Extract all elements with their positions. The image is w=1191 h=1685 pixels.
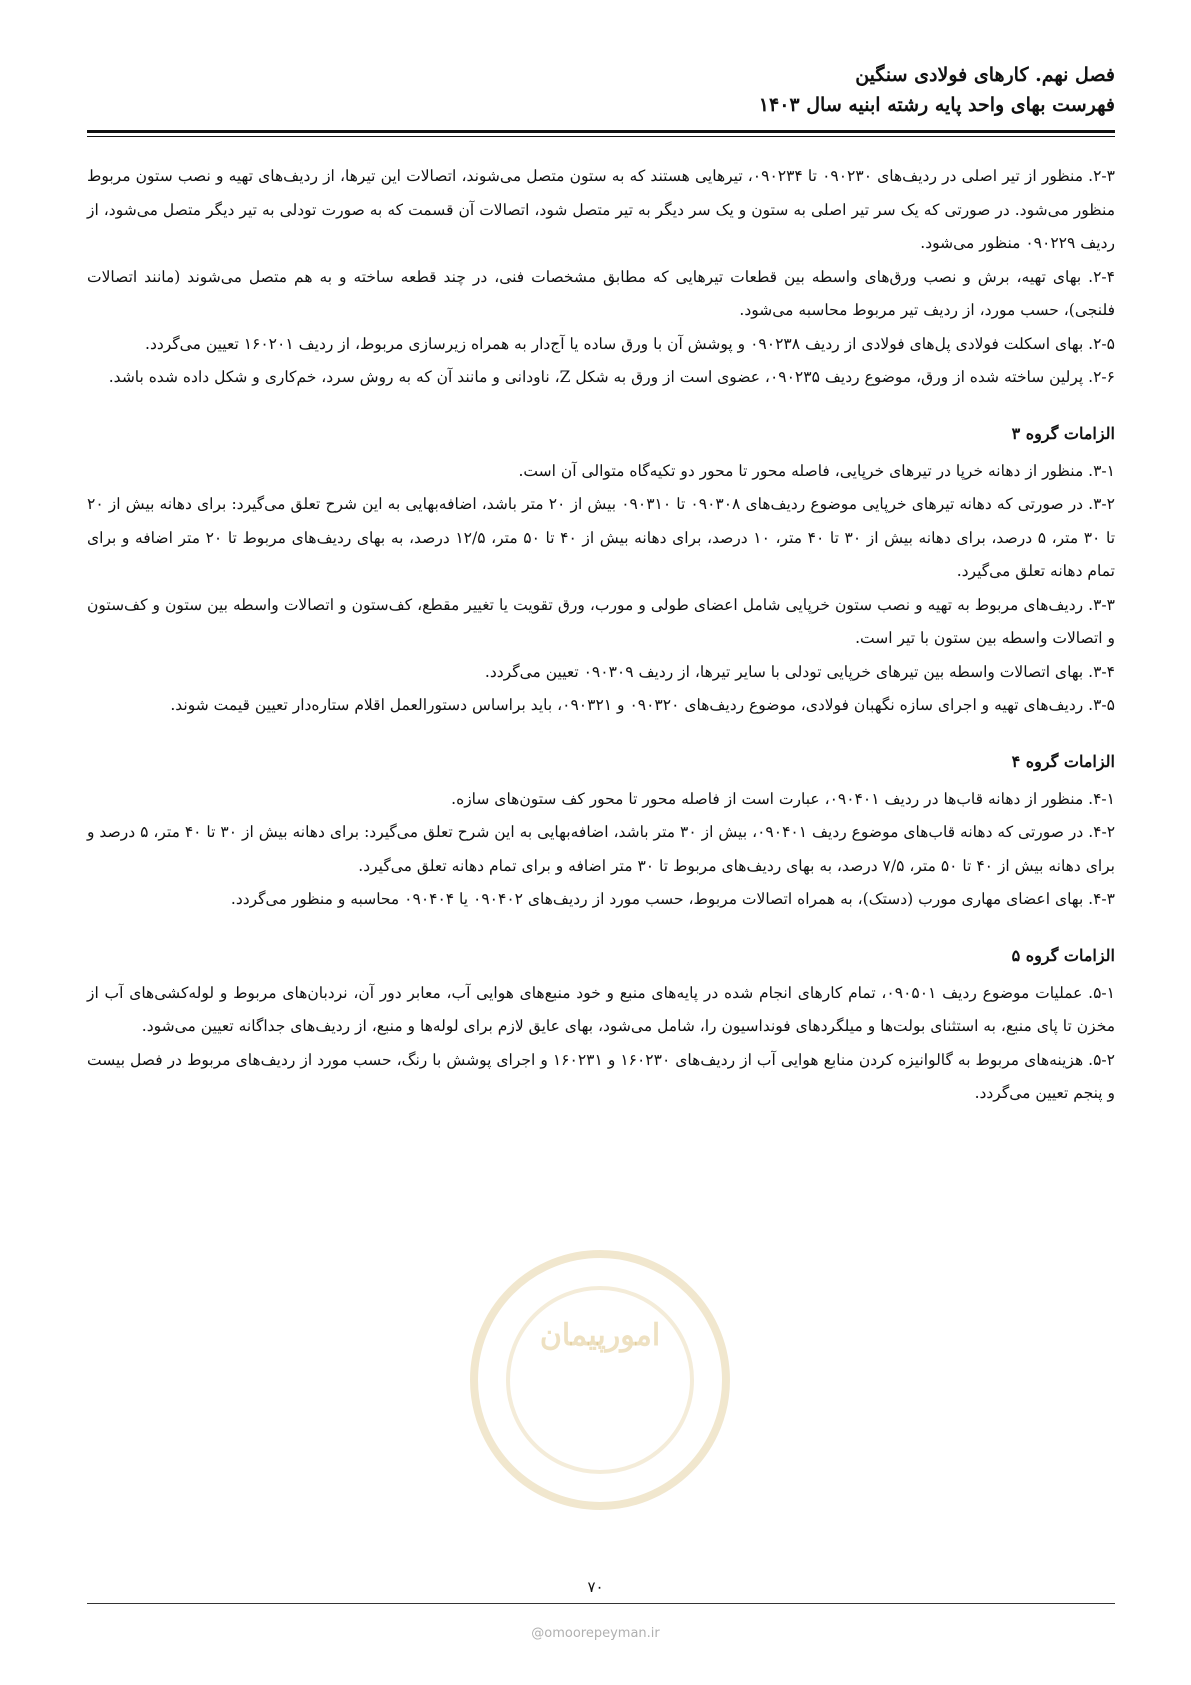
paragraph-2-5: ۲-۵. بهای اسکلت فولادی پل‌های فولادی از ردیف ۰۹۰۲۳۸ و پوشش آن با ورق ساده یا آج‌دار به همراه زیرسازی مربوط، از ردیف ۱۶۰۲۰۱ تعیین می‌گردد. (145, 334, 1115, 353)
footer-rule (87, 1603, 1115, 1604)
site-watermark: @omoorepeyman.ir (531, 1626, 660, 1641)
paragraph-3-2: ۳-۲. در صورتی که دهانه تیرهای خرپایی موضوع ردیف‌های ۰۹۰۳۰۸ تا ۰۹۰۳۱۰ بیش از ۲۰ متر باشد، اضافه‌بهایی به این شرح تعلق می‌گیرد: برای دهانه بیش از ۲۰ تا ۳۰ متر، ۵ درصد، برای دهانه بیش از ۳۰ تا ۴۰ متر، ۱۰ درصد، برای دهانه بیش از ۴۰ تا ۵۰ متر، ۱۲/۵ درصد، به بهای ردیف‌های مربوط تا ۲۰ متر اضافه و برای تمام دهانه تعلق می‌گیرد. (87, 495, 1116, 580)
paragraph-3-5: ۳-۵. ردیف‌های تهیه و اجرای سازه نگهبان فولادی، موضوع ردیف‌های ۰۹۰۳۲۰ و ۰۹۰۳۲۱، باید براساس دستورالعمل اقلام ستاره‌دار تعیین قیمت شوند. (170, 696, 1115, 714)
paragraph-4-3: ۴-۳. بهای اعضای مهاری مورب (دستک)، به همراه اتصالات مربوط، حسب مورد از ردیف‌های ۰۹۰۴۰۲ یا ۰۹۰۴۰۴ محاسبه و منظور می‌گردد. (230, 890, 1115, 908)
paragraph-5-1: ۵-۱. عملیات موضوع ردیف ۰۹۰۵۰۱، تمام کارهای انجام شده در پایه‌های منبع و خود منبع‌های هوایی آب، معابر دور آن، نردبان‌های مربوط و لوله‌کشی‌های آب از مخزن تا پای منبع، به استثنای بولت‌ها و میلگردهای فونداسیون را، شامل می‌شود، بهای عایق لازم برای لوله‌ها و منبع، از ردیف‌های جداگانه تعیین می‌شود. (87, 983, 1115, 1035)
page-number: ۷۰ (587, 1578, 604, 1596)
heading-group-3: الزامات گروه ۳ (1011, 423, 1115, 443)
paragraph-5-2: ۵-۲. هزینه‌های مربوط به گالوانیزه کردن منابع هوایی آب از ردیف‌های ۱۶۰۲۳۰ و ۱۶۰۲۳۱ و اجرای پوشش با رنگ، حسب مورد از ردیف‌های مربوط در فصل بیست و پنجم تعیین می‌گردد. (87, 1050, 1115, 1102)
page-header (87, 60, 1115, 120)
paragraph-4-2: ۴-۲. در صورتی که دهانه قاب‌های موضوع ردیف ۰۹۰۴۰۱، بیش از ۳۰ متر باشد، اضافه‌بهایی به این شرح تعلق می‌گیرد: برای دهانه بیش از ۳۰ تا ۴۰ متر، ۵ درصد و برای دهانه بیش از ۴۰ تا ۵۰ متر، ۷/۵ درصد، به بهای ردیف‌های مربوط تا ۳۰ متر اضافه و برای تمام دهانه تعلق می‌گیرد. (87, 823, 1116, 875)
paragraph-2-6: ۲-۶. پرلین ساخته شده از ورق، موضوع ردیف ۰۹۰۲۳۵، عضوی است از ورق به شکل Z، ناودانی و مانند آن که به روش سرد، خم‌کاری و شکل داده شده باشد. (108, 368, 1115, 386)
header-rule-thick (87, 130, 1115, 133)
paragraph-2-4: ۲-۴. بهای تهیه، برش و نصب ورق‌های واسطه بین قطعات تیرهایی که مطابق مشخصات فنی، در چند قطعه ساخته و به هم متصل می‌شوند (مانند اتصالات فلنجی)، حسب مورد، از ردیف تیر مربوط محاسبه می‌شود. (87, 267, 1115, 319)
heading-group-4: الزامات گروه ۴ (1011, 751, 1115, 771)
watermark-text: امورپیمان (539, 1318, 661, 1353)
paragraph-2-3: ۲-۳. منظور از تیر اصلی در ردیف‌های ۰۹۰۲۳۰ تا ۰۹۰۲۳۴، تیرهایی هستند که به ستون متصل می‌شوند، اتصالات این تیرها، از ردیف‌های تهیه و نصب ستون مربوط منظور می‌شود. در صورتی که یک سر تیر اصلی به ستون و یک سر دیگر به تیر متصل شود، اتصالات آن قسمت که به صورت تودلی به تیر دیگر متصل می‌شود، از ردیف ۰۹۰۲۲۹ منظور می‌شود. (87, 167, 1115, 252)
header-rule-thin (87, 136, 1115, 137)
watermark-seal (470, 1250, 730, 1510)
document-title: فهرست بهای واحد پایه رشته ابنیه سال ۱۴۰۳ (758, 94, 1115, 116)
page-body (87, 160, 1115, 1111)
paragraph-3-3: ۳-۳. ردیف‌های مربوط به تهیه و نصب ستون خرپایی شامل اعضای طولی و مورب، ورق تقویت یا تغییر مقطع، کف‌ستون و اتصالات واسطه بین ستون و کف‌ستون و اتصالات واسطه بین ستون با تیر است. (87, 595, 1115, 647)
heading-group-5: الزامات گروه ۵ (1011, 945, 1115, 965)
paragraph-3-1: ۳-۱. منظور از دهانه خرپا در تیرهای خرپایی، فاصله محور تا محور دو تکیه‌گاه متوالی آن است. (518, 461, 1115, 480)
paragraph-4-1: ۴-۱. منظور از دهانه قاب‌ها در ردیف ۰۹۰۴۰۱، عبارت است از فاصله محور تا محور کف ستون‌های سازه. (451, 789, 1115, 808)
paragraph-3-4: ۳-۴. بهای اتصالات واسطه بین تیرهای خرپایی تودلی با سایر تیرها، از ردیف ۰۹۰۳۰۹ تعیین می‌گردد. (484, 662, 1115, 681)
chapter-title: فصل نهم. کارهای فولادی سنگین (855, 64, 1115, 86)
